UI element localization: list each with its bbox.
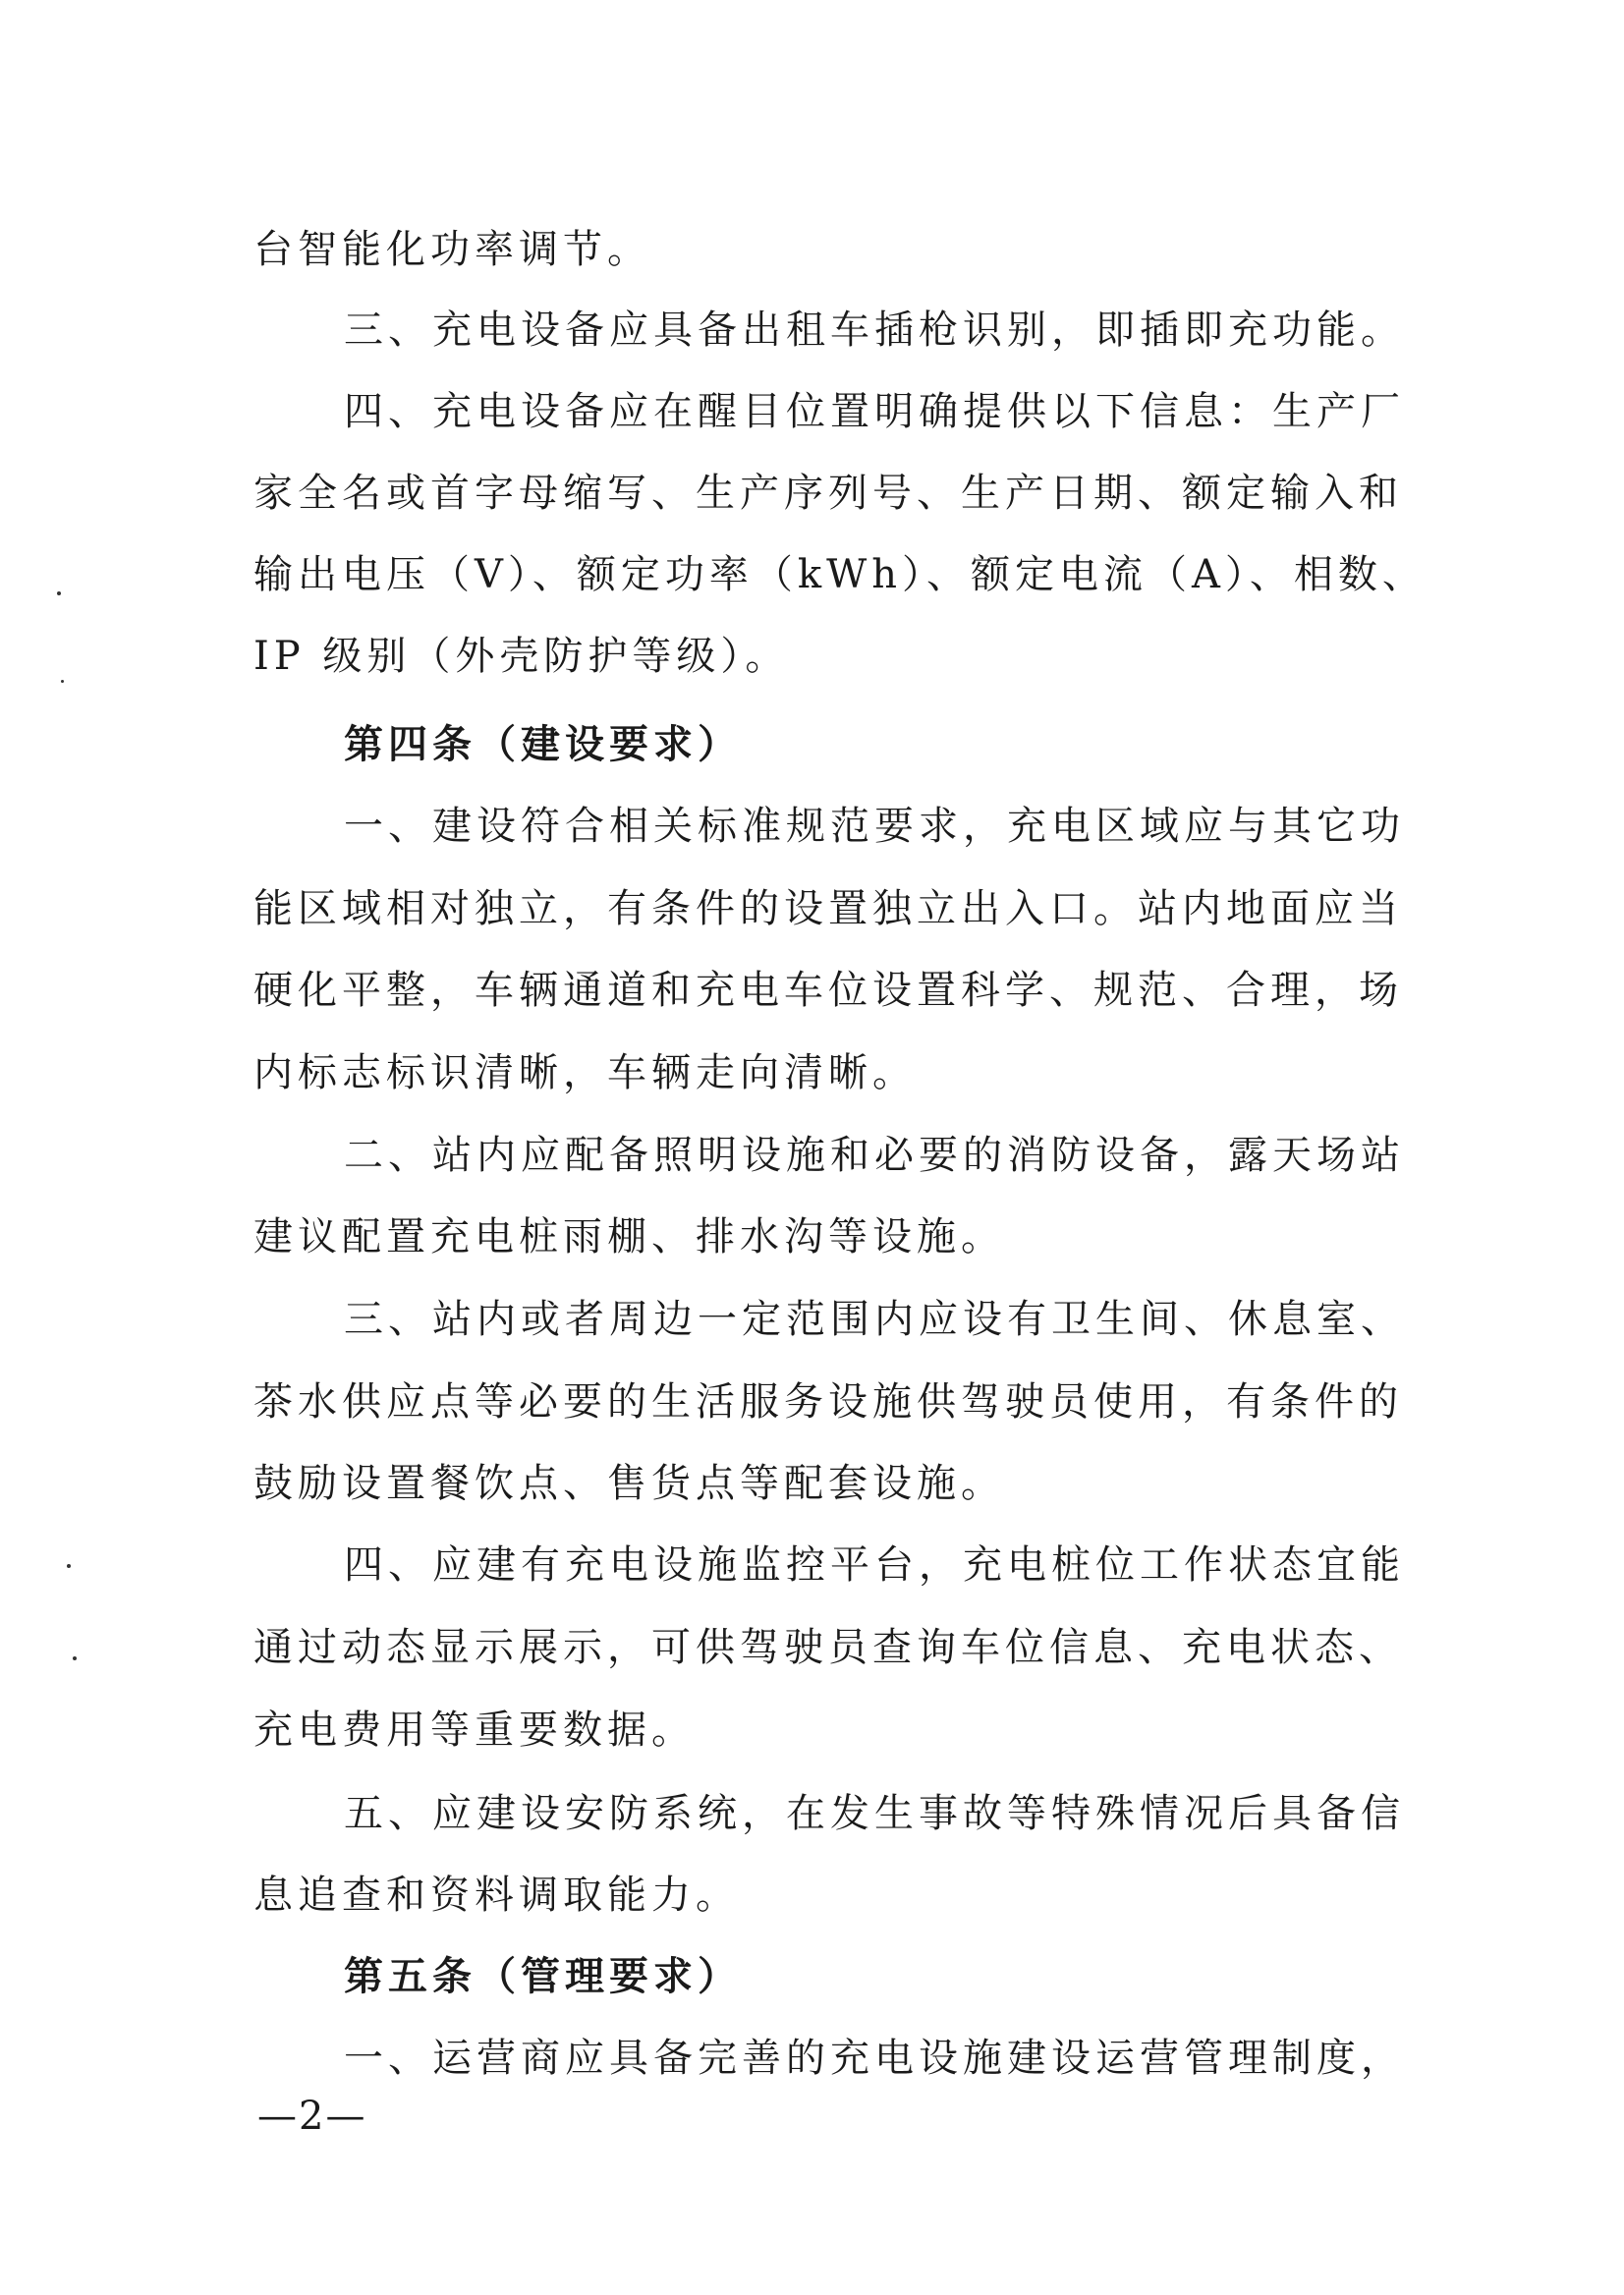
text-line: 鼓励设置餐饮点、售货点等配套设施。 (253, 1461, 1005, 1506)
text-line: 能区域相对独立，有条件的设置独立出入口。站内地面应当 (253, 886, 1403, 931)
text-line: 输出电压（V）、额定功率（kWh）、额定电流（A）、相数、 (253, 552, 1427, 597)
text-line: 二、站内应配备照明设施和必要的消防设备，露天场站 (344, 1133, 1405, 1178)
text-line: 五、应建设安防系统，在发生事故等特殊情况后具备信 (344, 1791, 1405, 1836)
text-line: 一、建设符合相关标准规范要求，充电区域应与其它功 (344, 804, 1405, 849)
text-line: 四、充电设备应在醒目位置明确提供以下信息：生产厂 (344, 389, 1405, 434)
text-line: 通过动态显示展示，可供驾驶员查询车位信息、充电状态、 (253, 1625, 1403, 1670)
text-line: 硬化平整，车辆通道和充电车位设置科学、规范、合理，场 (253, 968, 1403, 1013)
text-line: IP 级别（外壳防护等级）。 (253, 634, 790, 679)
text-line: 台智能化功率调节。 (253, 227, 651, 272)
text-line: 息追查和资料调取能力。 (253, 1873, 740, 1918)
text-line: 茶水供应点等必要的生活服务设施供驾驶员使用，有条件的 (253, 1379, 1403, 1425)
section-heading: 第四条（建设要求） (344, 721, 742, 767)
text-line: 三、站内或者周边一定范围内应设有卫生间、休息室、 (344, 1297, 1405, 1342)
text-line: 一、运营商应具备完善的充电设施建设运营管理制度， (344, 2036, 1405, 2081)
text-line: 三、充电设备应具备出租车插枪识别，即插即充功能。 (344, 308, 1405, 353)
section-heading: 第五条（管理要求） (344, 1953, 742, 1999)
scan-speck (57, 591, 61, 595)
scan-speck (67, 1564, 71, 1568)
scan-speck (61, 680, 64, 683)
page-number: —2— (257, 2094, 367, 2139)
text-line: 家全名或首字母缩写、生产序列号、生产日期、额定输入和 (253, 471, 1403, 516)
text-line: 建议配置充电桩雨棚、排水沟等设施。 (253, 1214, 1005, 1259)
scan-speck (73, 1656, 77, 1660)
text-line: 充电费用等重要数据。 (253, 1707, 696, 1753)
text-line: 内标志标识清晰，车辆走向清晰。 (253, 1050, 917, 1095)
text-line: 四、应建有充电设施监控平台，充电桩位工作状态宜能 (344, 1542, 1405, 1588)
